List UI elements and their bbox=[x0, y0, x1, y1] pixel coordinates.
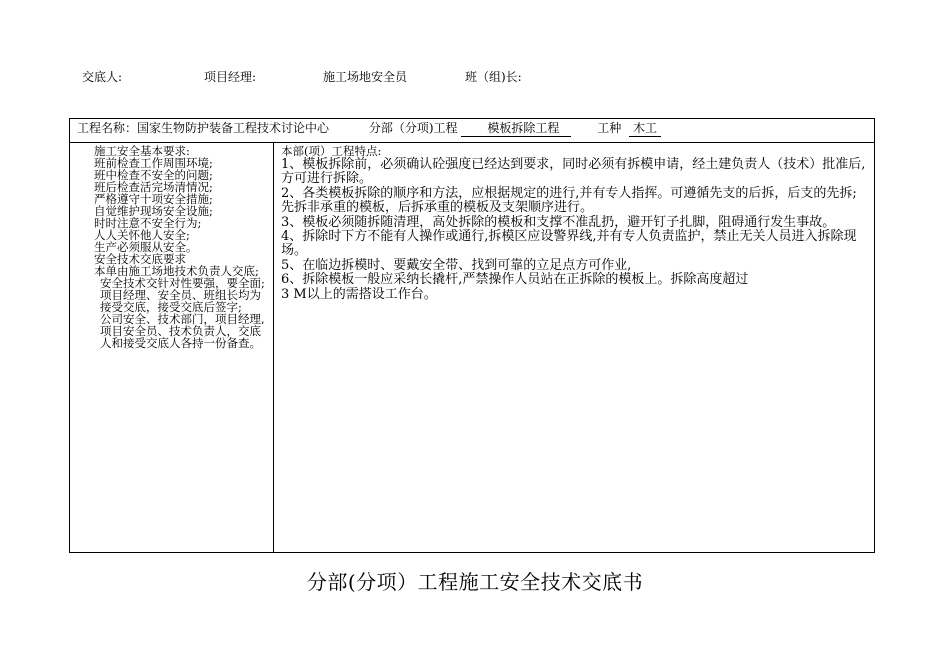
project-features-column bbox=[274, 143, 874, 552]
safety-officer-label: 施工场地安全员 bbox=[323, 70, 408, 84]
requirement-line: 人人关怀他人安全; bbox=[94, 228, 190, 242]
feature-paragraph: 3 M以上的需搭设工作台。 bbox=[281, 286, 437, 302]
project-name: 工程名称：国家生物防护装备工程技术讨论中心 bbox=[77, 121, 330, 135]
trade-label: 工种 bbox=[597, 121, 622, 135]
requirement-line: 班前检查工作周围环境; bbox=[94, 156, 213, 170]
document-title: 分部(分项）工程施工安全技术交底书 bbox=[306, 570, 644, 594]
requirement-line: 生产必须服从安全。 bbox=[94, 240, 198, 254]
feature-paragraph: 4、拆除时下方不能有人操作或通行,拆模区应设警界线,并有专人负责监护，禁止无关人员进入拆除现场。 bbox=[281, 229, 857, 259]
requirement-line: 施工安全基本要求: bbox=[94, 144, 190, 158]
requirement-line: 班后检查活完场清情况; bbox=[94, 180, 213, 194]
requirement-line: 本单由施工场地技术负责人交底; bbox=[94, 264, 259, 278]
disclosure-note: 安全技术交针对性要强，要全面; bbox=[100, 276, 265, 290]
project-manager-label: 项目经理: bbox=[204, 70, 257, 84]
disclosure-note: 公司安全、技术部门，项目经理,项目安全员、技术负责人，交底人和接受交底人各持一份备查。 bbox=[100, 312, 265, 350]
requirement-line: 自觉维护现场安全设施; bbox=[94, 204, 213, 218]
feature-paragraph: 3、模板必须随拆随清理，高处拆除的模板和支撑不准乱扔，避开钉子扎脚，阻碍通行发生事故。 bbox=[281, 214, 836, 230]
trade-value: 木工 bbox=[629, 120, 661, 137]
team-leader-label: 班（组)长: bbox=[465, 70, 522, 84]
feature-paragraph: 1、模板拆除前，必须确认砼强度已经达到要求，同时必须有拆模申请，经土建负责人（技术）批准后,方可进行拆除。 bbox=[281, 157, 866, 187]
feature-paragraph: 6、拆除模板一般应采纳长撬杆,严禁操作人员站在正拆除的模板上。拆除高度超过 bbox=[281, 272, 749, 288]
feature-paragraph: 2、各类模板拆除的顺序和方法，应根据规定的进行,并有专人指挥。可遵循先支的后拆，后支的先拆;先拆非承重的模板，后拆承重的模板及支架顺序进行。 bbox=[281, 185, 857, 216]
requirement-line: 安全技术交底要求 bbox=[94, 252, 186, 266]
disclosure-table bbox=[69, 118, 875, 553]
subproject-value: 模板拆除工程 bbox=[461, 120, 571, 137]
requirement-line: 班中检查不安全的问题; bbox=[94, 168, 213, 182]
table-header-row bbox=[70, 119, 874, 143]
requirement-line: 严格遵守十项安全措施; bbox=[94, 192, 213, 206]
disclosure-note: 项目经理、安全员、班组长均为接受交底，接受交底后签字; bbox=[100, 288, 261, 314]
features-heading: 本部(项）工程特点: bbox=[281, 144, 382, 158]
requirement-line: 时时注意不安全行为; bbox=[94, 216, 202, 230]
subproject-label: 分部（分项)工程 bbox=[368, 121, 458, 135]
discloser-label: 交底人: bbox=[82, 70, 123, 84]
safety-requirements-column bbox=[70, 143, 274, 552]
feature-paragraph: 5、在临边拆模时、要戴安全带、找到可靠的立足点方可作业, bbox=[281, 257, 632, 273]
